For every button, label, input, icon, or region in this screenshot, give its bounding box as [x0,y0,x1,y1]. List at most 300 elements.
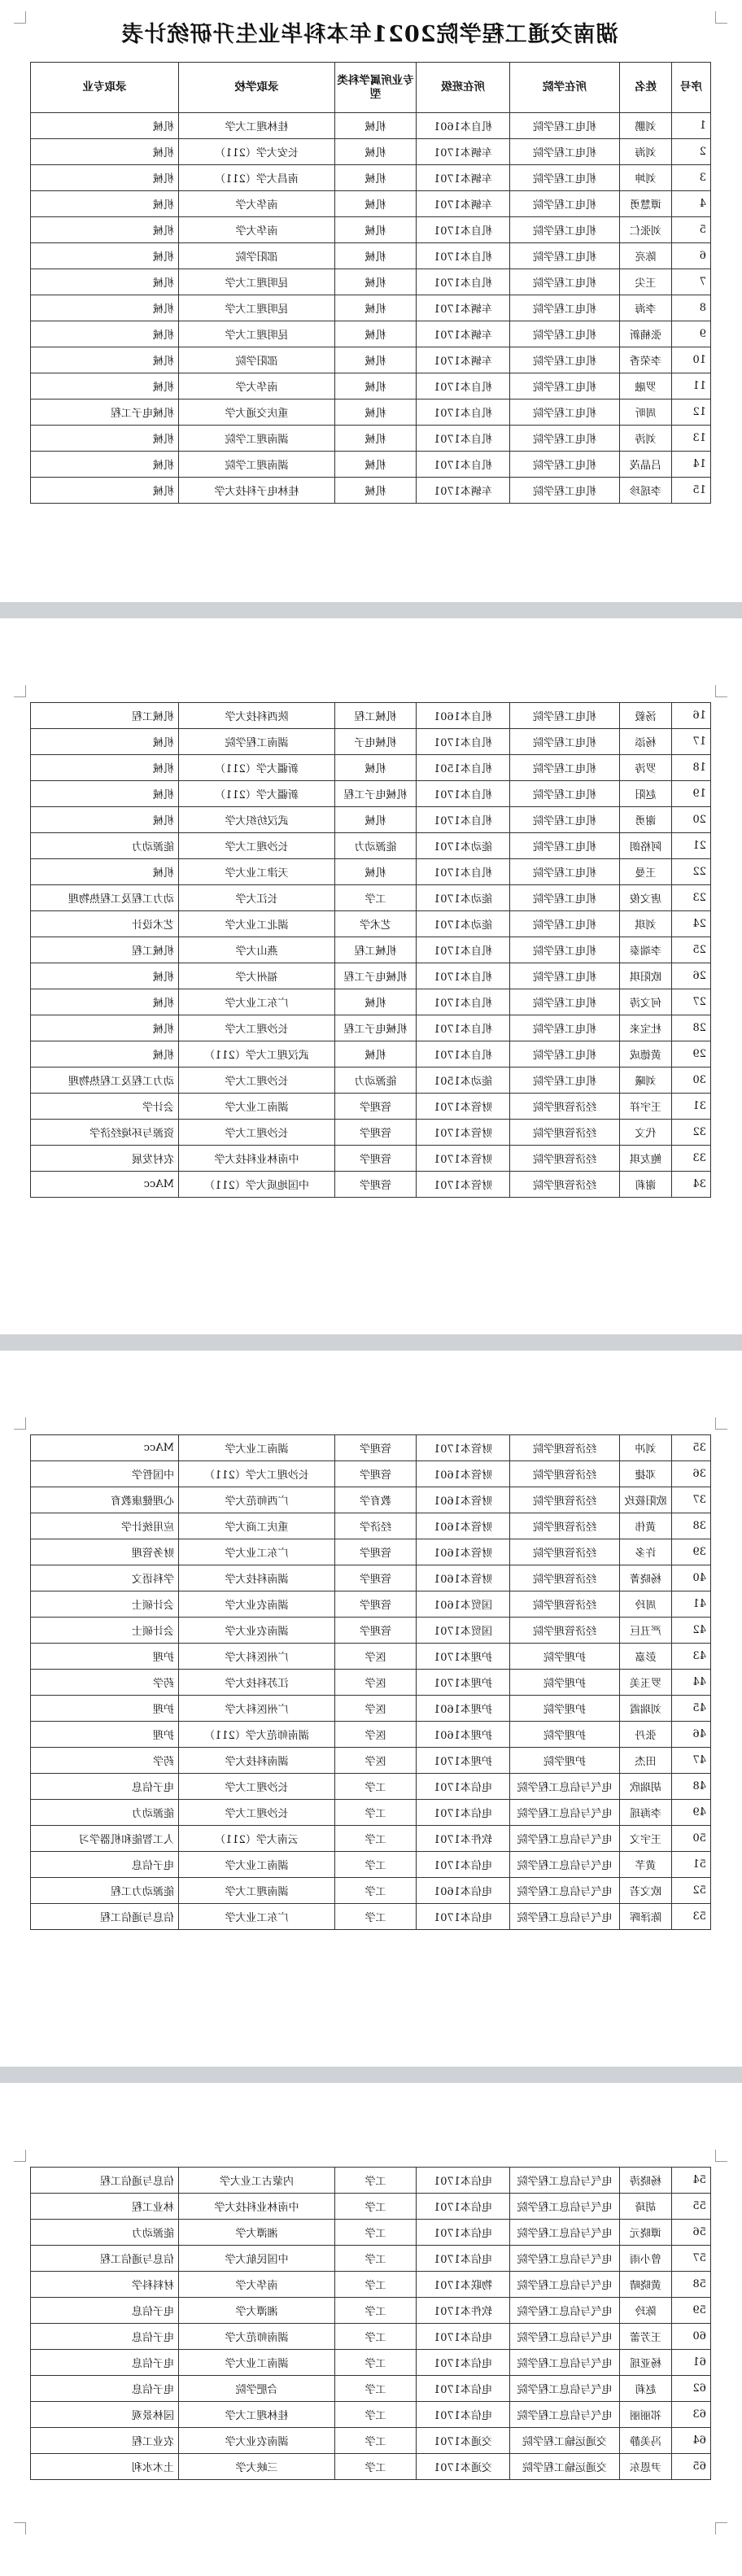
discipline-type-cell: 工学 [335,2194,417,2220]
admitted-school-cell: 长沙理工大学 [179,833,335,859]
table-row [31,1461,711,1487]
class-cell: 物联本1701 [417,2272,510,2298]
admitted-major-cell: 人工智能和机器学习 [31,1826,179,1852]
row-number-cell: 29 [672,1041,711,1068]
class-cell: 电信本1701 [417,2324,510,2350]
admitted-school-cell: 昆明理工大学 [179,321,335,347]
table-row [31,1618,711,1644]
admitted-school-cell: 长沙理工大学 [179,1120,335,1146]
crop-mark [715,2522,727,2535]
student-name-cell: 王尖 [620,269,672,295]
admitted-major-cell: 土木水利 [31,2454,179,2480]
row-number-cell: 42 [672,1618,711,1644]
discipline-type-cell: 机械 [335,113,417,139]
college-cell: 经济管理学院 [510,1461,620,1487]
admitted-school-cell: 天津工业大学 [179,859,335,885]
admitted-major-cell: 机械 [31,191,179,217]
admitted-major-cell: 机械工程 [31,703,179,729]
table-row [31,1748,711,1774]
student-name-cell: 刘鹏 [620,113,672,139]
college-cell: 电气与信息工程学院 [510,1774,620,1800]
table-row [31,755,711,781]
admitted-school-cell: 湖南师范大学（211） [179,1722,335,1748]
class-cell: 护理本1601 [417,1722,510,1748]
table-row [31,295,711,321]
class-cell: 财管本1601 [417,1487,510,1513]
college-cell: 机电工程学院 [510,165,620,191]
table-row [31,1487,711,1513]
table-row [31,1565,711,1591]
college-cell: 经济管理学院 [510,1094,620,1120]
student-name-cell: 刘琪 [620,911,672,937]
discipline-type-cell: 机械电子工程 [335,781,417,807]
admitted-school-cell: 新疆大学（211） [179,781,335,807]
student-name-cell: 王芳蕾 [620,2324,672,2350]
table-row [31,1094,711,1120]
row-number-cell: 24 [672,911,711,937]
class-cell: 机自本1501 [417,755,510,781]
college-cell: 机电工程学院 [510,347,620,373]
class-cell: 电信本1701 [417,1852,510,1878]
class-cell: 财管本1701 [417,1146,510,1172]
crop-mark [14,2522,26,2535]
college-cell: 机电工程学院 [510,191,620,217]
admitted-school-cell: 内蒙古工业大学 [179,2168,335,2194]
college-cell: 机电工程学院 [510,478,620,504]
student-name-cell: 张丹 [620,1722,672,1748]
table-row [31,729,711,755]
admitted-major-cell: MAcc [31,1435,179,1461]
row-number-cell: 4 [672,191,711,217]
admitted-school-cell: 湖南工业大学 [179,2350,335,2376]
table-row [31,1878,711,1904]
admitted-major-cell: 机械电子工程 [31,399,179,426]
student-name-cell: 杨亚瑶 [620,2350,672,2376]
class-cell: 机自本1701 [417,243,510,269]
student-name-cell: 曾小雨 [620,2246,672,2272]
row-number-cell: 9 [672,321,711,347]
student-name-cell: 汤毅 [620,703,672,729]
student-name-cell: 王宇文 [620,1826,672,1852]
page-gap [0,1334,742,1351]
row-number-cell: 25 [672,937,711,963]
college-cell: 机电工程学院 [510,452,620,478]
college-cell: 护理学院 [510,1748,620,1774]
table-row [31,2350,711,2376]
admitted-school-cell: 邵阳学院 [179,243,335,269]
table-row [31,2324,711,2350]
college-cell: 电气与信息工程学院 [510,2220,620,2246]
college-cell: 电气与信息工程学院 [510,1852,620,1878]
class-cell: 机自本1701 [417,217,510,243]
discipline-type-cell: 机械 [335,373,417,399]
student-name-cell: 王宇祥 [620,1094,672,1120]
student-name-cell: 杜宝来 [620,1015,672,1041]
table-row [31,2246,711,2272]
table-row [31,833,711,859]
college-cell: 机电工程学院 [510,989,620,1015]
admitted-school-cell: 南昌大学（211） [179,165,335,191]
college-cell: 经济管理学院 [510,1513,620,1539]
discipline-type-cell: 工学 [335,1774,417,1800]
admitted-major-cell: 信息与通信工程 [31,2168,179,2194]
admitted-major-cell: 护理 [31,1722,179,1748]
discipline-type-cell: 机械 [335,139,417,165]
admitted-major-cell: 电子信息 [31,1774,179,1800]
discipline-type-cell: 管理学 [335,1172,417,1198]
row-number-cell: 53 [672,1904,711,1930]
crop-mark [715,2150,727,2162]
row-number-cell: 55 [672,2194,711,2220]
table-row [31,1591,711,1618]
student-name-cell: 许多 [620,1539,672,1565]
class-cell: 财管本1701 [417,1435,510,1461]
admitted-school-cell: 湖南理工学院 [179,452,335,478]
discipline-type-cell: 机械 [335,217,417,243]
student-name-cell: 李端泰 [620,937,672,963]
class-cell: 机自本1701 [417,781,510,807]
row-number-cell: 21 [672,833,711,859]
college-cell: 机电工程学院 [510,963,620,989]
college-cell: 电气与信息工程学院 [510,1904,620,1930]
admitted-major-cell: 财务管理 [31,1539,179,1565]
student-name-cell: 邓捷 [620,1461,672,1487]
admitted-major-cell: 机械 [31,755,179,781]
admitted-major-cell: 农村发展 [31,1146,179,1172]
class-cell: 机自本1701 [417,426,510,452]
admitted-major-cell: 会计硕士 [31,1618,179,1644]
admitted-major-cell: 电子信息 [31,1852,179,1878]
row-number-cell: 64 [672,2428,711,2454]
college-cell: 电气与信息工程学院 [510,1878,620,1904]
admitted-school-cell: 湖南科技大学 [179,1565,335,1591]
admitted-major-cell: 中国哲学 [31,1461,179,1487]
student-name-cell: 黄晓晴 [620,2272,672,2298]
admitted-major-cell: 艺术设计 [31,911,179,937]
student-name-cell: 周玲 [620,1591,672,1618]
column-header: 姓名 [620,63,672,113]
row-number-cell: 13 [672,426,711,452]
row-number-cell: 50 [672,1826,711,1852]
discipline-type-cell: 工学 [335,885,417,911]
class-cell: 能动本1701 [417,885,510,911]
admitted-school-cell: 中国地质大学（211） [179,1172,335,1198]
student-name-cell: 唐文俊 [620,885,672,911]
admitted-major-cell: 机械 [31,269,179,295]
admitted-school-cell: 福州大学 [179,963,335,989]
admitted-major-cell: 机械 [31,781,179,807]
discipline-type-cell: 机械 [335,243,417,269]
discipline-type-cell: 工学 [335,2350,417,2376]
class-cell: 机自本1701 [417,373,510,399]
class-cell: 车辆本1701 [417,478,510,504]
admitted-major-cell: 护理 [31,1644,179,1670]
college-cell: 机电工程学院 [510,1015,620,1041]
admitted-major-cell: 能源动力 [31,1800,179,1826]
admitted-school-cell: 广州医科大学 [179,1644,335,1670]
column-header: 专业所属学科类型 [335,63,417,113]
college-cell: 机电工程学院 [510,269,620,295]
college-cell: 电气与信息工程学院 [510,2350,620,2376]
class-cell: 车辆本1701 [417,165,510,191]
table-row [31,2220,711,2246]
admitted-major-cell: 机械 [31,373,179,399]
class-cell: 车辆本1701 [417,139,510,165]
college-cell: 护理学院 [510,1670,620,1696]
table-row [31,1041,711,1068]
admitted-major-cell: 机械 [31,1041,179,1068]
students-table-page-3 [30,1434,711,1930]
row-number-cell: 46 [672,1722,711,1748]
table-row [31,1774,711,1800]
table-row [31,113,711,139]
row-number-cell: 31 [672,1094,711,1120]
college-cell: 护理学院 [510,1722,620,1748]
student-name-cell: 冯美静 [620,2428,672,2454]
college-cell: 电气与信息工程学院 [510,1800,620,1826]
discipline-type-cell: 机械 [335,478,417,504]
admitted-school-cell: 长沙理工大学 [179,1800,335,1826]
class-cell: 机自本1701 [417,269,510,295]
student-name-cell: 李海瑶 [620,1800,672,1826]
admitted-school-cell: 云南大学（211） [179,1826,335,1852]
college-cell: 经济管理学院 [510,1487,620,1513]
class-cell: 软件本1701 [417,1826,510,1852]
student-name-cell: 李海 [620,295,672,321]
row-number-cell: 65 [672,2454,711,2480]
class-cell: 机自本1701 [417,807,510,833]
table-row [31,1670,711,1696]
admitted-major-cell: 机械 [31,165,179,191]
admitted-school-cell: 重庆工商大学 [179,1513,335,1539]
row-number-cell: 6 [672,243,711,269]
admitted-school-cell: 南华大学 [179,191,335,217]
admitted-school-cell: 陕西科技大学 [179,703,335,729]
class-cell: 机自本1701 [417,399,510,426]
class-cell: 电信本1601 [417,1878,510,1904]
row-number-cell: 52 [672,1878,711,1904]
college-cell: 护理学院 [510,1696,620,1722]
admitted-major-cell: 电子信息 [31,2324,179,2350]
college-cell: 经济管理学院 [510,1618,620,1644]
discipline-type-cell: 医学 [335,1722,417,1748]
row-number-cell: 34 [672,1172,711,1198]
admitted-school-cell: 湖南农业大学 [179,1618,335,1644]
class-cell: 财管本1601 [417,1565,510,1591]
college-cell: 机电工程学院 [510,426,620,452]
class-cell: 机自本1601 [417,113,510,139]
table-row [31,937,711,963]
row-number-cell: 40 [672,1565,711,1591]
table-row [31,859,711,885]
table-row [31,1800,711,1826]
admitted-school-cell: 湘潭大学 [179,2298,335,2324]
row-number-cell: 15 [672,478,711,504]
student-name-cell: 陈亮 [620,243,672,269]
table-row [31,989,711,1015]
admitted-school-cell: 长沙理工大学（211） [179,1461,335,1487]
admitted-school-cell: 南华大学 [179,373,335,399]
table-row [31,243,711,269]
college-cell: 电气与信息工程学院 [510,2324,620,2350]
row-number-cell: 48 [672,1774,711,1800]
college-cell: 机电工程学院 [510,703,620,729]
class-cell: 机自本1701 [417,1015,510,1041]
row-number-cell: 60 [672,2324,711,2350]
class-cell: 能动本1701 [417,833,510,859]
table-row [31,1172,711,1198]
class-cell: 电信本1701 [417,2402,510,2428]
student-name-cell: 刘曦 [620,1068,672,1094]
admitted-school-cell: 中南林业科技大学 [179,1146,335,1172]
table-row [31,165,711,191]
discipline-type-cell: 机械电子工程 [335,1015,417,1041]
student-name-cell: 杨晓菁 [620,1565,672,1591]
table-row [31,1068,711,1094]
admitted-major-cell: 电子信息 [31,2376,179,2402]
table-row [31,807,711,833]
admitted-school-cell: 湖南农业大学 [179,1591,335,1618]
college-cell: 电气与信息工程学院 [510,2168,620,2194]
row-number-cell: 41 [672,1591,711,1618]
student-name-cell: 刘涛 [620,426,672,452]
row-number-cell: 38 [672,1513,711,1539]
row-number-cell: 28 [672,1015,711,1041]
row-number-cell: 8 [672,295,711,321]
student-name-cell: 刘张仁 [620,217,672,243]
college-cell: 机电工程学院 [510,885,620,911]
student-name-cell: 代文 [620,1120,672,1146]
students-table-page-4 [30,2167,711,2480]
admitted-school-cell: 广东工业大学 [179,989,335,1015]
class-cell: 电信本1701 [417,1774,510,1800]
row-number-cell: 62 [672,2376,711,2402]
document-page-3 [0,1351,742,2067]
table-row [31,1015,711,1041]
row-number-cell: 57 [672,2246,711,2272]
college-cell: 机电工程学院 [510,243,620,269]
discipline-type-cell: 机械工程 [335,937,417,963]
admitted-major-cell: 机械 [31,729,179,755]
row-number-cell: 10 [672,347,711,373]
table-row [31,1513,711,1539]
discipline-type-cell: 机械 [335,295,417,321]
college-cell: 电气与信息工程学院 [510,2402,620,2428]
table-row [31,426,711,452]
college-cell: 经济管理学院 [510,1591,620,1618]
table-row [31,781,711,807]
student-name-cell: 谭晓元 [620,2220,672,2246]
student-name-cell: 杨添 [620,729,672,755]
column-header: 所在学院 [510,63,620,113]
discipline-type-cell: 机械 [335,1041,417,1068]
row-number-cell: 7 [672,269,711,295]
college-cell: 机电工程学院 [510,139,620,165]
admitted-major-cell: 机械 [31,347,179,373]
admitted-school-cell: 桂林理工大学 [179,113,335,139]
admitted-school-cell: 湖南工业大学 [179,1094,335,1120]
college-cell: 交通运输工程学院 [510,2454,620,2480]
table-row [31,2402,711,2428]
student-name-cell: 吕晶茂 [620,452,672,478]
admitted-school-cell: 长沙理工大学 [179,1774,335,1800]
student-name-cell: 尹恩东 [620,2454,672,2480]
discipline-type-cell: 医学 [335,1644,417,1670]
admitted-school-cell: 湖南工业大学 [179,1435,335,1461]
discipline-type-cell: 工学 [335,1826,417,1852]
row-number-cell: 20 [672,807,711,833]
admitted-major-cell: 护理 [31,1696,179,1722]
admitted-major-cell: 机械 [31,217,179,243]
class-cell: 护理本1701 [417,1644,510,1670]
row-number-cell: 54 [672,2168,711,2194]
admitted-school-cell: 南华大学 [179,217,335,243]
college-cell: 机电工程学院 [510,859,620,885]
row-number-cell: 23 [672,885,711,911]
college-cell: 机电工程学院 [510,1041,620,1068]
class-cell: 机自本1601 [417,703,510,729]
student-name-cell: 王曼 [620,859,672,885]
student-name-cell: 赵莉 [620,2376,672,2402]
student-name-cell: 刘冲 [620,1435,672,1461]
admitted-major-cell: 机械 [31,426,179,452]
discipline-type-cell: 机械 [335,347,417,373]
table-row [31,478,711,504]
page-title: 湖南交通工程学院2021年本科毕业生升研统计表 [120,22,618,47]
admitted-school-cell: 中国民航大学 [179,2246,335,2272]
table-row [31,703,711,729]
student-name-cell: 黄芊 [620,1852,672,1878]
admitted-major-cell: MAcc [31,1172,179,1198]
row-number-cell: 14 [672,452,711,478]
admitted-major-cell: 电子信息 [31,2298,179,2324]
college-cell: 机电工程学院 [510,781,620,807]
row-number-cell: 26 [672,963,711,989]
admitted-major-cell: 学科语文 [31,1565,179,1591]
admitted-school-cell: 长江大学 [179,885,335,911]
college-cell: 机电工程学院 [510,729,620,755]
college-cell: 机电工程学院 [510,321,620,347]
class-cell: 财管本1601 [417,1461,510,1487]
student-name-cell: 罗融 [620,373,672,399]
row-number-cell: 36 [672,1461,711,1487]
crop-mark [14,685,26,697]
admitted-major-cell: 机械 [31,243,179,269]
class-cell: 交通本1701 [417,2454,510,2480]
college-cell: 电气与信息工程学院 [510,2194,620,2220]
row-number-cell: 1 [672,113,711,139]
class-cell: 机自本1701 [417,963,510,989]
row-number-cell: 47 [672,1748,711,1774]
discipline-type-cell: 工学 [335,2168,417,2194]
crop-mark [715,685,727,697]
row-number-cell: 43 [672,1644,711,1670]
admitted-major-cell: 能源动力 [31,833,179,859]
table-row [31,911,711,937]
admitted-school-cell: 湖南师范大学 [179,2324,335,2350]
admitted-major-cell: 心理健康教育 [31,1487,179,1513]
college-cell: 经济管理学院 [510,1172,620,1198]
class-cell: 机自本1701 [417,989,510,1015]
class-cell: 交通本1701 [417,2428,510,2454]
row-number-cell: 33 [672,1146,711,1172]
discipline-type-cell: 艺术学 [335,911,417,937]
table-row [31,1904,711,1930]
document-page-1 [0,0,742,602]
class-cell: 能动本1701 [417,911,510,937]
discipline-type-cell: 机械 [335,165,417,191]
admitted-school-cell: 桂林电子科技大学 [179,478,335,504]
